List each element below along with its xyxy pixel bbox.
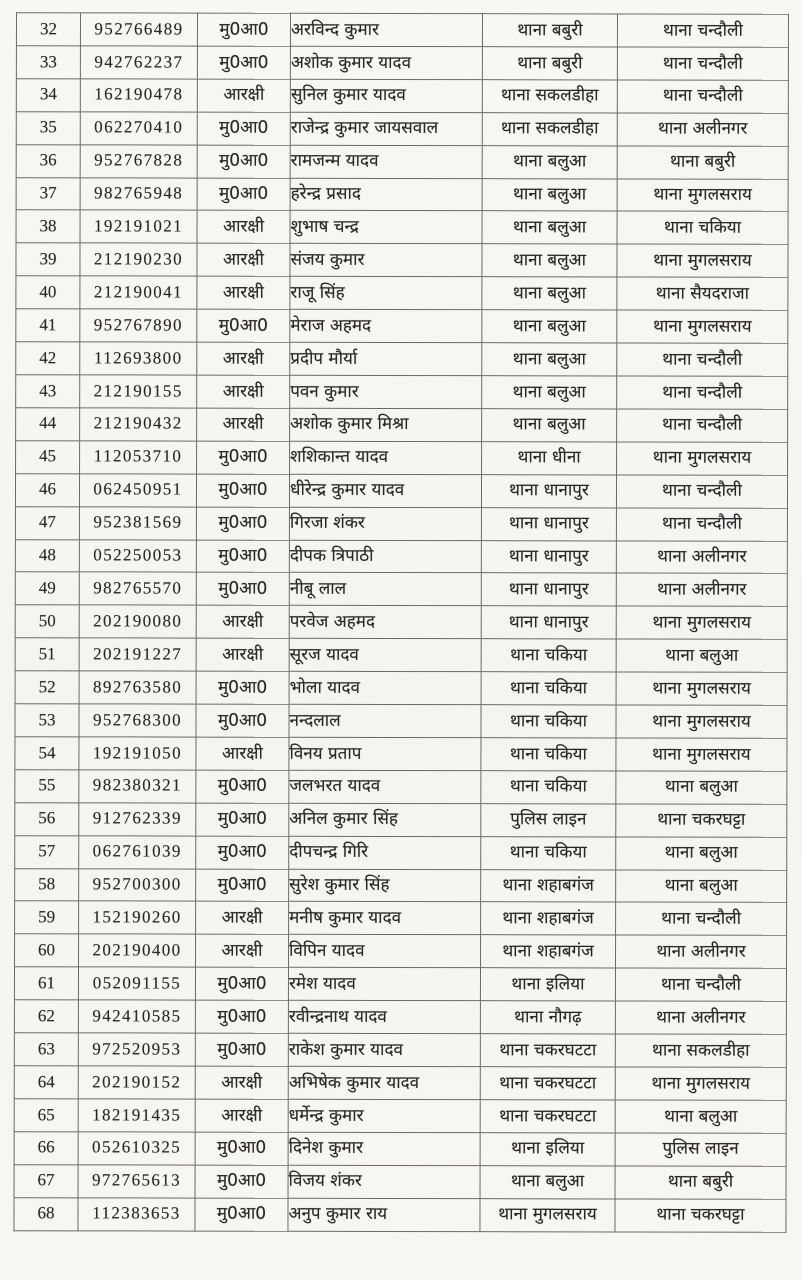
from-thana-cell: थाना मुगलसराय xyxy=(480,1198,615,1232)
to-thana-cell: थाना चकरघट्टा xyxy=(616,804,787,837)
table-row xyxy=(15,605,787,640)
serial-number-cell: 33 xyxy=(16,46,80,79)
serial-number-cell: 68 xyxy=(14,1197,78,1231)
table-row xyxy=(14,1132,786,1167)
to-thana-cell: थाना अलीनगर xyxy=(617,113,788,146)
pno-number-cell: 942410585 xyxy=(78,1000,195,1033)
serial-number-cell: 39 xyxy=(16,243,80,276)
table-row xyxy=(16,408,788,443)
to-thana-cell: थाना बबुरी xyxy=(617,146,788,179)
to-thana-cell: थाना बलुआ xyxy=(616,639,787,672)
rank-cell: आरक्षी xyxy=(197,243,290,276)
rank-cell: मु0आ0 xyxy=(196,572,289,605)
serial-number-cell: 60 xyxy=(15,934,79,967)
rank-cell: मु0आ0 xyxy=(197,112,290,145)
from-thana-cell: थाना सकलडीहा xyxy=(482,79,617,112)
pno-number-cell: 112053710 xyxy=(80,441,197,474)
table-row xyxy=(14,1164,786,1199)
rank-cell: मु0आ0 xyxy=(195,1198,288,1232)
rank-cell: मु0आ0 xyxy=(196,507,289,540)
to-thana-cell: थाना मुगलसराय xyxy=(617,178,788,211)
name-cell: गिरजा शंकर xyxy=(289,507,481,540)
pno-number-cell: 212190041 xyxy=(80,276,197,309)
table-row xyxy=(16,309,788,344)
serial-number-cell: 43 xyxy=(16,375,80,408)
serial-number-cell: 51 xyxy=(15,638,79,671)
name-cell: अनिल कुमार सिंह xyxy=(289,803,481,836)
pno-number-cell: 952766489 xyxy=(80,13,197,46)
name-cell: राकेश कुमार यादव xyxy=(288,1033,480,1066)
name-cell: अशोक कुमार यादव xyxy=(290,46,482,79)
name-cell: सुरेश कुमार सिंह xyxy=(289,869,481,902)
table-row xyxy=(14,1066,786,1101)
name-cell: दिनेश कुमार xyxy=(288,1132,480,1165)
to-thana-cell: थाना बलुआ xyxy=(616,771,787,804)
name-cell: हरेन्द्र प्रसाद xyxy=(290,178,482,211)
table-row xyxy=(16,46,788,81)
pno-number-cell: 952768300 xyxy=(79,704,196,737)
serial-number-cell: 57 xyxy=(15,835,79,868)
serial-number-cell: 47 xyxy=(15,506,79,539)
serial-number-cell: 67 xyxy=(14,1164,78,1197)
name-cell: अभिषेक कुमार यादव xyxy=(288,1066,480,1099)
pno-number-cell: 982765570 xyxy=(79,572,196,605)
from-thana-cell: थाना बलुआ xyxy=(480,1165,615,1198)
name-cell: राजू सिंह xyxy=(290,277,482,310)
table-body xyxy=(14,13,789,1233)
serial-number-cell: 63 xyxy=(14,1033,78,1066)
to-thana-cell: पुलिस लाइन xyxy=(615,1133,786,1166)
table-row xyxy=(15,770,787,805)
to-thana-cell: थाना सैयदराजा xyxy=(617,277,788,310)
name-cell: शुभाष चन्द्र xyxy=(290,211,482,244)
police-transfer-list-table xyxy=(13,12,789,1233)
from-thana-cell: थाना सकलडीहा xyxy=(482,112,617,145)
pno-number-cell: 052610325 xyxy=(78,1132,195,1165)
name-cell: अरविन्द कुमार xyxy=(290,13,482,46)
rank-cell: मु0आ0 xyxy=(196,836,289,869)
name-cell: संजय कुमार xyxy=(290,244,482,277)
table-row xyxy=(16,144,788,179)
rank-cell: मु0आ0 xyxy=(197,145,290,178)
table-row xyxy=(16,79,788,114)
to-thana-cell: थाना मुगलसराय xyxy=(616,705,787,738)
from-thana-cell: थाना नौगढ़ xyxy=(480,1001,615,1034)
name-cell: सूरज यादव xyxy=(289,638,481,671)
from-thana-cell: थाना शहाबगंज xyxy=(481,869,616,902)
to-thana-cell: थाना चकिया xyxy=(617,211,788,244)
name-cell: दीपचन्द्र गिरि xyxy=(289,836,481,869)
rank-cell: आरक्षी xyxy=(196,638,289,671)
pno-number-cell: 202190400 xyxy=(79,934,196,967)
table-row xyxy=(15,638,787,673)
from-thana-cell: थाना चकिया xyxy=(481,705,616,738)
rank-cell: मु0आ0 xyxy=(197,441,290,474)
pno-number-cell: 892763580 xyxy=(79,671,196,704)
name-cell: परवेज अहमद xyxy=(289,606,481,639)
from-thana-cell: थाना चकिया xyxy=(481,639,616,672)
table-row xyxy=(15,572,787,607)
to-thana-cell: थाना मुगलसराय xyxy=(616,606,787,639)
from-thana-cell: थाना चकिया xyxy=(481,771,616,804)
serial-number-cell: 54 xyxy=(15,737,79,770)
serial-number-cell: 56 xyxy=(15,802,79,835)
from-thana-cell: थाना बलुआ xyxy=(482,211,617,244)
table-row xyxy=(16,243,788,278)
to-thana-cell: थाना चन्दौली xyxy=(617,343,788,376)
rank-cell: मु0आ0 xyxy=(195,967,288,1000)
from-thana-cell: थाना इलिया xyxy=(480,1132,615,1165)
table-row xyxy=(16,210,788,245)
table-row xyxy=(16,13,788,48)
pno-number-cell: 062450951 xyxy=(79,474,196,507)
rank-cell: आरक्षी xyxy=(195,1066,288,1099)
table-row xyxy=(15,737,787,772)
pno-number-cell: 192191050 xyxy=(79,737,196,770)
to-thana-cell: थाना चन्दौली xyxy=(617,14,788,47)
pno-number-cell: 112383653 xyxy=(78,1197,195,1231)
name-cell: विजय शंकर xyxy=(288,1165,480,1198)
to-thana-cell: थाना चन्दौली xyxy=(617,409,788,442)
pno-number-cell: 982380321 xyxy=(79,770,196,803)
pno-number-cell: 952767828 xyxy=(80,144,197,177)
from-thana-cell: थाना शहाबगंज xyxy=(481,902,616,935)
name-cell: पवन कुमार xyxy=(290,375,482,408)
from-thana-cell: थाना चकिया xyxy=(481,738,616,771)
rank-cell: मु0आ0 xyxy=(195,1000,288,1033)
rank-cell: आरक्षी xyxy=(195,1099,288,1132)
rank-cell: आरक्षी xyxy=(197,375,290,408)
serial-number-cell: 49 xyxy=(15,572,79,605)
table-row xyxy=(15,901,787,936)
serial-number-cell: 36 xyxy=(16,144,80,177)
rank-cell: आरक्षी xyxy=(197,79,290,112)
to-thana-cell: थाना चन्दौली xyxy=(616,508,787,541)
serial-number-cell: 41 xyxy=(16,309,80,342)
to-thana-cell: थाना अलीनगर xyxy=(616,540,787,573)
serial-number-cell: 34 xyxy=(16,79,80,112)
to-thana-cell: थाना चन्दौली xyxy=(616,902,787,935)
name-cell: राजेन्द्र कुमार जायसवाल xyxy=(290,112,482,145)
rank-cell: मु0आ0 xyxy=(195,1132,288,1165)
table-row xyxy=(15,802,787,837)
to-thana-cell: थाना चन्दौली xyxy=(617,80,788,113)
from-thana-cell: थाना शहाबगंज xyxy=(481,935,616,968)
pno-number-cell: 052091155 xyxy=(78,967,195,1000)
rank-cell: मु0आ0 xyxy=(196,704,289,737)
table-row xyxy=(15,835,787,870)
rank-cell: मु0आ0 xyxy=(197,178,290,211)
table-row xyxy=(16,276,788,311)
rank-cell: आरक्षी xyxy=(196,934,289,967)
serial-number-cell: 45 xyxy=(16,440,80,473)
from-thana-cell: थाना बलुआ xyxy=(482,409,617,442)
rank-cell: आरक्षी xyxy=(196,902,289,935)
serial-number-cell: 46 xyxy=(15,473,79,506)
name-cell: अनुप कुमार राय xyxy=(288,1198,480,1232)
table-row xyxy=(15,704,787,739)
serial-number-cell: 65 xyxy=(14,1099,78,1132)
pno-number-cell: 052250053 xyxy=(79,539,196,572)
name-cell: भोला यादव xyxy=(289,671,481,704)
from-thana-cell: थाना बलुआ xyxy=(482,310,617,343)
name-cell: धर्मेन्द्र कुमार xyxy=(288,1099,480,1132)
serial-number-cell: 50 xyxy=(15,605,79,638)
from-thana-cell: थाना धानापुर xyxy=(481,573,616,606)
rank-cell: मु0आ0 xyxy=(196,474,289,507)
serial-number-cell: 58 xyxy=(15,868,79,901)
rank-cell: मु0आ0 xyxy=(196,803,289,836)
table-row xyxy=(16,177,788,212)
name-cell: सुनिल कुमार यादव xyxy=(290,79,482,112)
name-cell: जलभरत यादव xyxy=(289,770,481,803)
pno-number-cell: 912762339 xyxy=(79,803,196,836)
serial-number-cell: 53 xyxy=(15,704,79,737)
pno-number-cell: 112693800 xyxy=(80,342,197,375)
rank-cell: आरक्षी xyxy=(196,605,289,638)
from-thana-cell: थाना बलुआ xyxy=(482,343,617,376)
to-thana-cell: थाना चन्दौली xyxy=(617,376,788,409)
table-row xyxy=(14,1099,786,1134)
from-thana-cell: थाना बबुरी xyxy=(482,14,617,47)
from-thana-cell: थाना चकरघटटा xyxy=(480,1100,615,1133)
name-cell: विनय प्रताप xyxy=(289,737,481,770)
from-thana-cell: थाना चकिया xyxy=(481,836,616,869)
table-row xyxy=(14,1033,786,1068)
pno-number-cell: 202191227 xyxy=(79,638,196,671)
table-row xyxy=(15,934,787,969)
rank-cell: मु0आ0 xyxy=(196,540,289,573)
name-cell: धीरेन्द्र कुमार यादव xyxy=(289,474,481,507)
rank-cell: आरक्षी xyxy=(197,408,290,441)
rank-cell: मु0आ0 xyxy=(197,13,290,46)
rank-cell: आरक्षी xyxy=(197,276,290,309)
to-thana-cell: थाना चन्दौली xyxy=(615,968,786,1001)
serial-number-cell: 61 xyxy=(14,967,78,1000)
serial-number-cell: 62 xyxy=(14,1000,78,1033)
pno-number-cell: 212190230 xyxy=(80,243,197,276)
pno-number-cell: 192191021 xyxy=(80,210,197,243)
from-thana-cell: थाना बलुआ xyxy=(482,178,617,211)
to-thana-cell: थाना मुगलसराय xyxy=(616,738,787,771)
pno-number-cell: 202190080 xyxy=(79,605,196,638)
rank-cell: आरक्षी xyxy=(197,342,290,375)
to-thana-cell: थाना सकलडीहा xyxy=(615,1034,786,1067)
name-cell: रवीन्द्रनाथ यादव xyxy=(288,1000,480,1033)
rank-cell: मु0आ0 xyxy=(195,1165,288,1198)
rank-cell: मु0आ0 xyxy=(195,1033,288,1066)
serial-number-cell: 38 xyxy=(16,210,80,243)
serial-number-cell: 59 xyxy=(15,901,79,934)
from-thana-cell: थाना धानापुर xyxy=(481,507,616,540)
serial-number-cell: 52 xyxy=(15,671,79,704)
pno-number-cell: 212190155 xyxy=(80,375,197,408)
from-thana-cell: थाना बलुआ xyxy=(482,244,617,277)
name-cell: मेराज अहमद xyxy=(290,309,482,342)
to-thana-cell: थाना मुगलसराय xyxy=(615,1067,786,1100)
pno-number-cell: 972520953 xyxy=(78,1033,195,1066)
to-thana-cell: थाना अलीनगर xyxy=(615,1001,786,1034)
from-thana-cell: थाना बलुआ xyxy=(482,277,617,310)
from-thana-cell: थाना धानापुर xyxy=(481,540,616,573)
from-thana-cell: पुलिस लाइन xyxy=(481,803,616,836)
serial-number-cell: 37 xyxy=(16,177,80,210)
pno-number-cell: 942762237 xyxy=(80,46,197,79)
from-thana-cell: थाना धानापुर xyxy=(481,474,616,507)
pno-number-cell: 952381569 xyxy=(79,506,196,539)
rank-cell: मु0आ0 xyxy=(197,309,290,342)
serial-number-cell: 55 xyxy=(15,770,79,803)
table-row xyxy=(14,967,786,1002)
from-thana-cell: थाना बबुरी xyxy=(482,47,617,80)
table-row xyxy=(14,1197,786,1232)
to-thana-cell: थाना अलीनगर xyxy=(615,935,786,968)
to-thana-cell: थाना बलुआ xyxy=(615,1100,786,1133)
pno-number-cell: 062270410 xyxy=(80,112,197,145)
table-row xyxy=(15,539,787,574)
from-thana-cell: थाना चकिया xyxy=(481,672,616,705)
name-cell: शशिकान्त यादव xyxy=(290,441,482,474)
name-cell: मनीष कुमार यादव xyxy=(289,902,481,935)
rank-cell: मु0आ0 xyxy=(196,671,289,704)
table-row xyxy=(15,473,787,508)
from-thana-cell: थाना धानापुर xyxy=(481,606,616,639)
pno-number-cell: 952767890 xyxy=(80,309,197,342)
to-thana-cell: थाना चकरघट्टा xyxy=(615,1199,786,1233)
pno-number-cell: 152190260 xyxy=(79,901,196,934)
to-thana-cell: थाना मुगलसराय xyxy=(617,442,788,475)
to-thana-cell: थाना बबुरी xyxy=(615,1166,786,1199)
name-cell: नीबू लाल xyxy=(289,573,481,606)
serial-number-cell: 64 xyxy=(14,1066,78,1099)
table-row xyxy=(16,440,788,475)
rank-cell: मु0आ0 xyxy=(196,770,289,803)
serial-number-cell: 32 xyxy=(16,13,80,46)
from-thana-cell: थाना बलुआ xyxy=(482,145,617,178)
name-cell: रमेश यादव xyxy=(288,968,480,1001)
table-row xyxy=(16,342,788,377)
name-cell: प्रदीप मौर्या xyxy=(290,342,482,375)
pno-number-cell: 972765613 xyxy=(78,1165,195,1198)
rank-cell: आरक्षी xyxy=(196,737,289,770)
serial-number-cell: 66 xyxy=(14,1132,78,1165)
table-row xyxy=(15,506,787,541)
from-thana-cell: थाना बलुआ xyxy=(482,376,617,409)
serial-number-cell: 44 xyxy=(16,408,80,441)
serial-number-cell: 42 xyxy=(16,342,80,375)
rank-cell: मु0आ0 xyxy=(196,869,289,902)
name-cell: अशोक कुमार मिश्रा xyxy=(290,408,482,441)
table-row xyxy=(14,1000,786,1035)
name-cell: विपिन यादव xyxy=(289,935,481,968)
table-row xyxy=(16,375,788,410)
serial-number-cell: 48 xyxy=(15,539,79,572)
pno-number-cell: 162190478 xyxy=(80,79,197,112)
pno-number-cell: 062761039 xyxy=(79,835,196,868)
from-thana-cell: थाना चकरघटटा xyxy=(480,1034,615,1067)
table-row xyxy=(16,111,788,146)
table-row xyxy=(15,671,787,706)
to-thana-cell: थाना बलुआ xyxy=(616,870,787,903)
to-thana-cell: थाना अलीनगर xyxy=(616,573,787,606)
name-cell: रामजन्म यादव xyxy=(290,145,482,178)
to-thana-cell: थाना मुगलसराय xyxy=(616,672,787,705)
to-thana-cell: थाना चन्दौली xyxy=(616,475,787,508)
rank-cell: मु0आ0 xyxy=(197,46,290,79)
to-thana-cell: थाना मुगलसराय xyxy=(617,244,788,277)
serial-number-cell: 35 xyxy=(16,111,80,144)
pno-number-cell: 182191435 xyxy=(78,1099,195,1132)
name-cell: दीपक त्रिपाठी xyxy=(289,540,481,573)
rank-cell: आरक्षी xyxy=(197,211,290,244)
table-row xyxy=(15,868,787,903)
from-thana-cell: थाना चकरघटटा xyxy=(480,1067,615,1100)
to-thana-cell: थाना बलुआ xyxy=(616,837,787,870)
pno-number-cell: 202190152 xyxy=(78,1066,195,1099)
pno-number-cell: 952700300 xyxy=(79,868,196,901)
name-cell: नन्दलाल xyxy=(289,704,481,737)
to-thana-cell: थाना चन्दौली xyxy=(617,47,788,80)
from-thana-cell: थाना इलिया xyxy=(480,968,615,1001)
from-thana-cell: थाना धीना xyxy=(482,441,617,474)
to-thana-cell: थाना मुगलसराय xyxy=(617,310,788,343)
pno-number-cell: 212190432 xyxy=(80,408,197,441)
serial-number-cell: 40 xyxy=(16,276,80,309)
pno-number-cell: 982765948 xyxy=(80,177,197,210)
